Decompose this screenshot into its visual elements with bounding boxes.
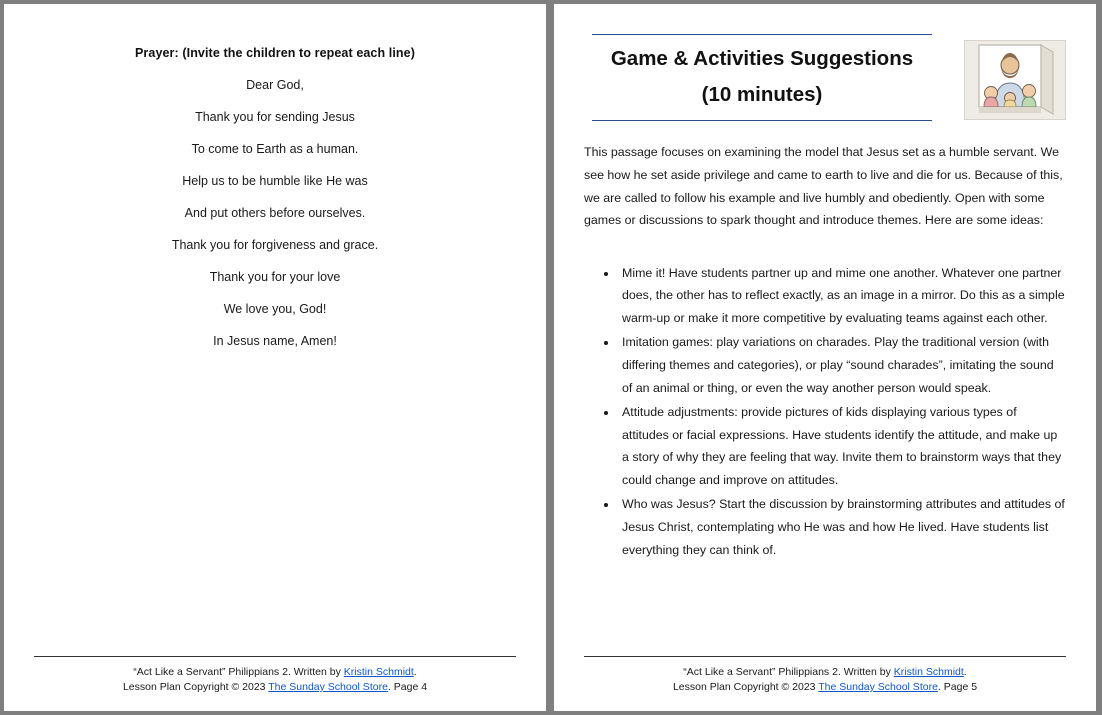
footer-credit-line [34,665,516,680]
illustration-svg [965,41,1065,119]
prayer-line: Thank you for sending Jesus [195,110,355,124]
prayer-line: To come to Earth as a human. [191,142,359,156]
page-footer [34,656,516,695]
footer-text: Lesson Plan Copyright © 2023 [672,681,819,694]
page-5 [554,4,1096,711]
footer-credit-line [584,665,1066,680]
footer-text: “Act Like a Servant” Philippians 2. Written by [683,666,894,679]
header-rule-bottom [592,120,932,121]
footer-divider [34,656,516,657]
page-4 [4,4,546,711]
page-subtitle: (10 minutes) [701,82,823,106]
footer-copyright-line [34,680,516,695]
list-item: • Attitude adjustments: provide pictures of kids displaying various types of attitudes or facial expressions. Have students identify the attitude, and make up a story of why they are feeling that way. Invite them to brainstorm ways that they could change and improve on attitudes. [618,401,1066,491]
prayer-line: In Jesus name, Amen! [213,334,337,348]
section-header [584,34,1066,121]
author-link[interactable]: Kristin Schmidt [893,666,964,679]
prayer-line: Thank you for your love [209,270,341,284]
title-box [592,35,932,120]
intro-paragraph: This passage focuses on examining the model that Jesus set as a humble servant. We see how he set aside privilege and came to earth to live and die for us. Because of this, we are called to follow his example and live humbly and obediently. Open with some games or discussions to spark thought and introduce themes. Here are some ideas: [584,145,1063,228]
prayer-line: Help us to be humble like He was [182,174,368,188]
list-item: • Mime it! Have students partner up and mime one another. Whatever one partner does, the other has to reflect exactly, as an image in a mirror. Do this as a simple warm-up or make it more competitive by evaluating teams against each other. [618,262,1066,330]
list-item: • Imitation games: play variations on charades. Play the traditional version (with differing themes and categories), or play “sound charades”, imitating the sound of an animal or thing, or even the way another person would speak. [618,331,1066,399]
page-footer [584,656,1066,695]
footer-text: . [963,666,967,679]
prayer-heading: Prayer: (Invite the children to repeat each line) [135,46,415,60]
author-link[interactable]: Kristin Schmidt [343,666,414,679]
footer-copyright-line [584,680,1066,695]
footer-divider [584,656,1066,657]
ideas-list [584,262,1066,562]
prayer-line: Dear God, [246,78,304,92]
jesus-with-children-illustration [964,40,1066,120]
page-title: Game & Activities Suggestions [610,47,914,70]
footer-page-number: . Page 4 [387,681,428,694]
prayer-line: Thank you for forgiveness and grace. [171,238,379,252]
footer-page-number: . Page 5 [937,681,978,694]
prayer-line: We love you, God! [223,302,327,316]
footer-text: Lesson Plan Copyright © 2023 [122,681,269,694]
prayer-line: And put others before ourselves. [184,206,366,220]
store-link[interactable]: The Sunday School Store [818,681,938,694]
footer-text: . [413,666,417,679]
section-header-inner [592,34,932,121]
list-item: • Who was Jesus? Start the discussion by brainstorming attributes and attitudes of Jesus Christ, contemplating who He was and how He lived. Have students list everything they can think of. [618,493,1066,561]
footer-text: “Act Like a Servant” Philippians 2. Written by [133,666,344,679]
store-link[interactable]: The Sunday School Store [268,681,388,694]
